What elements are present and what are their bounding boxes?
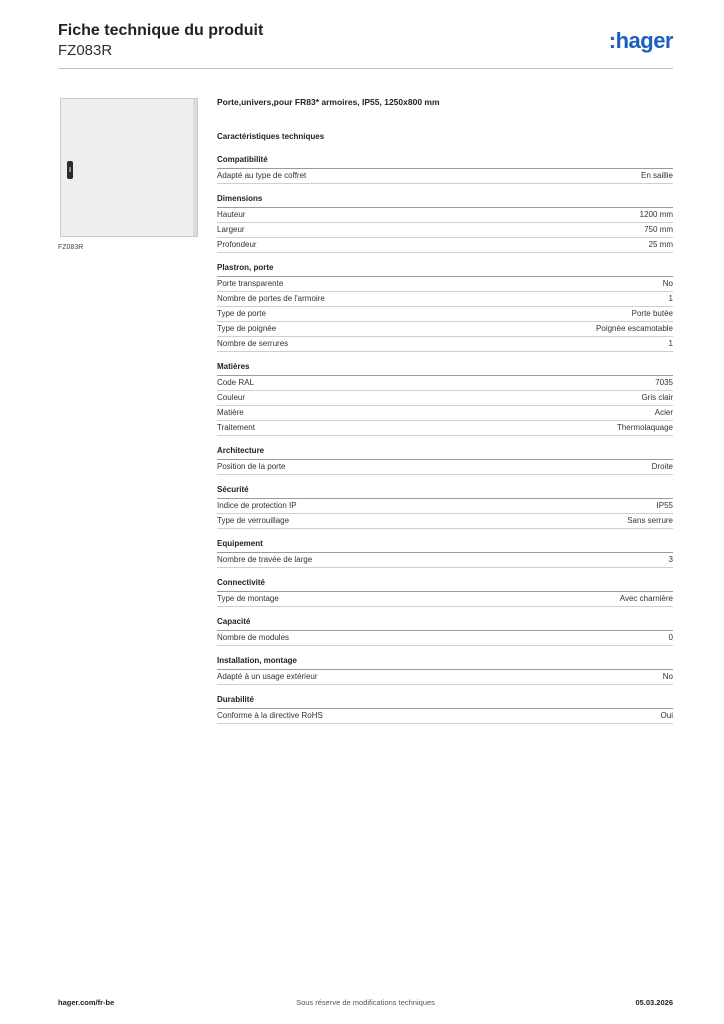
footer-date: 05.03.2026 [635, 998, 673, 1007]
product-image [58, 96, 202, 240]
spec-value: IP55 [656, 501, 673, 510]
spec-label: Nombre de portes de l'armoire [217, 294, 325, 303]
spec-label: Nombre de modules [217, 633, 290, 642]
spec-row [217, 208, 673, 223]
spec-row [217, 592, 673, 607]
section-title: Dimensions [217, 193, 673, 208]
spec-row [217, 670, 673, 685]
spec-row [217, 223, 673, 238]
spec-sections [217, 154, 673, 724]
spec-value: 7035 [655, 378, 673, 387]
spec-row [217, 322, 673, 337]
spec-value: No [662, 672, 673, 681]
spec-value: 750 mm [644, 225, 673, 234]
spec-label: Indice de protection IP [217, 501, 297, 510]
spec-label: Nombre de travée de large [217, 555, 313, 564]
door-illustration [60, 98, 198, 237]
spec-row [217, 391, 673, 406]
spec-value: 25 mm [648, 240, 673, 249]
spec-section [217, 694, 673, 724]
spec-row [217, 376, 673, 391]
footer-disclaimer: Sous réserve de modifications techniques [296, 998, 435, 1007]
header-divider [58, 68, 673, 69]
spec-label: Type de montage [217, 594, 279, 603]
section-title: Capacité [217, 616, 673, 631]
spec-row [217, 277, 673, 292]
spec-label: Matière [217, 408, 244, 417]
spec-value: 1 [668, 339, 673, 348]
spec-row [217, 553, 673, 568]
spec-value: Oui [660, 711, 673, 720]
spec-value: Droite [651, 462, 673, 471]
spec-section [217, 484, 673, 529]
spec-value: 1 [668, 294, 673, 303]
spec-value: 0 [668, 633, 673, 642]
spec-value: Acier [654, 408, 673, 417]
spec-row [217, 421, 673, 436]
footer-website: hager.com/fr-be [58, 998, 115, 1007]
spec-section [217, 361, 673, 436]
spec-row [217, 307, 673, 322]
spec-row [217, 631, 673, 646]
spec-label: Profondeur [217, 240, 257, 249]
spec-label: Type de verrouillage [217, 516, 290, 525]
spec-label: Nombre de serrures [217, 339, 289, 348]
spec-row [217, 499, 673, 514]
spec-label: Porte transparente [217, 279, 284, 288]
section-title: Sécurité [217, 484, 673, 499]
spec-value: Poignée escamotable [596, 324, 673, 333]
spec-label: Type de porte [217, 309, 266, 318]
spec-section [217, 154, 673, 184]
spec-value: No [662, 279, 673, 288]
spec-heading: Caractéristiques techniques [217, 132, 325, 141]
section-title: Architecture [217, 445, 673, 460]
spec-value: En saillie [640, 171, 673, 180]
spec-label: Conforme à la directive RoHS [217, 711, 323, 720]
spec-value: Sans serrure [627, 516, 673, 525]
spec-value: Gris clair [641, 393, 673, 402]
spec-value: Porte butée [631, 309, 673, 318]
spec-section [217, 445, 673, 475]
spec-label: Couleur [217, 393, 246, 402]
spec-row [217, 292, 673, 307]
hager-logo: :hager [608, 28, 673, 53]
spec-label: Code RAL [217, 378, 254, 387]
image-caption: FZ083R [58, 244, 84, 251]
spec-row [217, 460, 673, 475]
spec-value: Avec charnière [619, 594, 673, 603]
page-header [58, 22, 673, 70]
spec-row [217, 406, 673, 421]
section-title: Connectivité [217, 577, 673, 592]
section-title: Matières [217, 361, 673, 376]
spec-row [217, 709, 673, 724]
spec-section [217, 262, 673, 352]
spec-row [217, 514, 673, 529]
spec-section [217, 616, 673, 646]
spec-section [217, 577, 673, 607]
section-title: Plastron, porte [217, 262, 673, 277]
spec-label: Traitement [217, 423, 255, 432]
spec-value: Thermolaquage [616, 423, 673, 432]
spec-label: Type de poignée [217, 324, 277, 333]
section-title: Equipement [217, 538, 673, 553]
product-code: FZ083R [58, 42, 113, 59]
spec-value: 3 [668, 555, 673, 564]
section-title: Durabilité [217, 694, 673, 709]
spec-row [217, 238, 673, 253]
door-edge [193, 99, 197, 236]
spec-content [217, 96, 673, 724]
section-title: Compatibilité [217, 154, 673, 169]
spec-section [217, 655, 673, 685]
spec-label: Hauteur [217, 210, 246, 219]
page-footer [58, 998, 673, 1010]
spec-row [217, 169, 673, 184]
document-title: Fiche technique du produit [58, 22, 264, 39]
door-handle-icon [67, 161, 73, 179]
spec-section [217, 538, 673, 568]
spec-label: Adapté à un usage extérieur [217, 672, 318, 681]
spec-section [217, 193, 673, 253]
product-description: Porte,univers,pour FR83* armoires, IP55, 1250x800 mm [217, 97, 440, 107]
spec-label: Largeur [217, 225, 245, 234]
spec-label: Position de la porte [217, 462, 286, 471]
spec-row [217, 337, 673, 352]
spec-label: Adapté au type de coffret [217, 171, 307, 180]
spec-value: 1200 mm [639, 210, 673, 219]
section-title: Installation, montage [217, 655, 673, 670]
